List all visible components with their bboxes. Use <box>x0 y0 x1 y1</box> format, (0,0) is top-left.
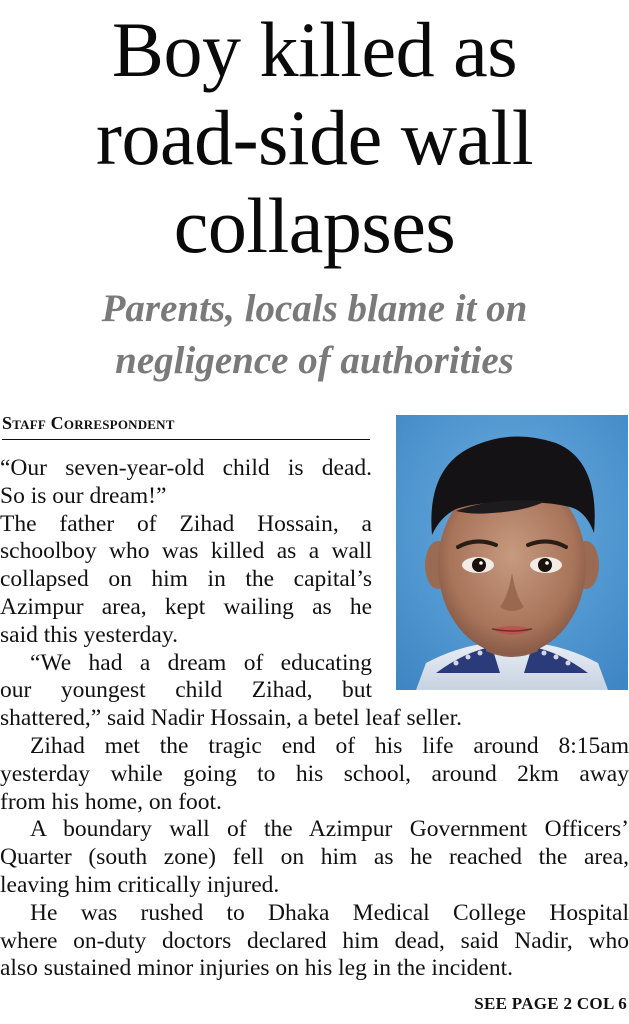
headline-line-1: Boy killed as <box>111 6 518 93</box>
article-line: said this yesterday. <box>0 621 178 648</box>
subheadline-line-2: negligence of authorities <box>115 339 514 382</box>
article-line: where on-duty doctors declared him dead, said Nadir, who <box>0 927 629 954</box>
article-line: “We had a dream of educating <box>30 649 372 676</box>
article-line: Zihad met the tragic end of his life around 8:15am <box>30 732 629 759</box>
article-line: Azimpur area, kept wailing as he <box>0 593 372 620</box>
article-line: our youngest child Zihad, but <box>0 677 372 704</box>
headline-line-3: collapses <box>173 182 456 269</box>
article-line: Quarter (south zone) fell on him as he reached the area, <box>0 844 629 871</box>
article-body <box>0 455 629 983</box>
article-line: “Our seven-year-old child is dead. <box>0 455 372 481</box>
headline-line-2: road-side wall <box>95 94 533 181</box>
article-line: yesterday while going to his school, around 2km away <box>0 760 629 787</box>
article-line: shattered,” said Nadir Hossain, a betel leaf seller. <box>0 705 462 732</box>
article-line: So is our dream!” <box>0 482 167 509</box>
subheadline <box>0 283 629 387</box>
article-line: leaving him critically injured. <box>0 871 280 898</box>
subheadline-line-1: Parents, locals blame it on <box>101 287 528 330</box>
byline: Staff Correspondent <box>2 413 370 440</box>
headline <box>0 6 629 270</box>
article-line: schoolboy who was killed as a wall <box>0 538 372 565</box>
article-line: A boundary wall of the Azimpur Government Officers’ <box>30 816 629 843</box>
article-line: also sustained minor injuries on his leg in the incident. <box>0 955 514 982</box>
article-line: The father of Zihad Hossain, a <box>0 510 372 537</box>
article-line: collapsed on him in the capital’s <box>0 566 372 593</box>
continued-jump-line: SEE PAGE 2 COL 6 <box>474 994 627 1013</box>
article-line: He was rushed to Dhaka Medical College Hospital <box>30 899 629 926</box>
article-line: from his home, on foot. <box>0 788 222 815</box>
